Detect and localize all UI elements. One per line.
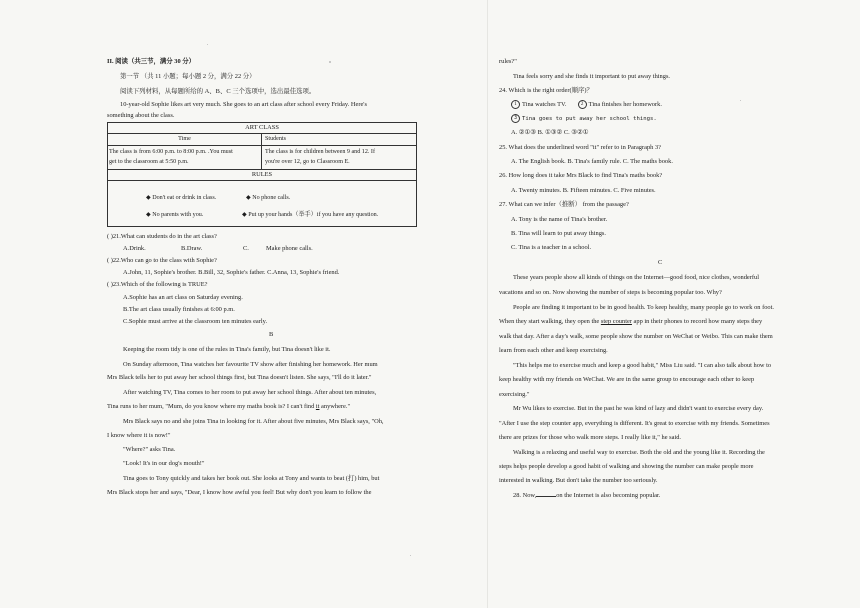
passage-b-line: "Where?" asks Tina. xyxy=(123,446,176,453)
question-27: 27. What can we infer（推断） from the passage? xyxy=(499,201,629,208)
part1-title: 第一节 （共 11 小题；每小题 2 分，满分 22 分） xyxy=(120,73,256,80)
q23-option-c: C.Sophie must arrive at the classroom ten minutes early. xyxy=(123,318,268,325)
q21-option-b: B.Draw. xyxy=(181,245,203,252)
scan-speck xyxy=(329,61,331,63)
passage-c-line: interested in walking. But don't take the number too seriously. xyxy=(499,477,658,484)
passage-b-line: Tina goes to Tony quickly and takes her book out. She looks at Tony and wants to beat (打) him, but xyxy=(123,475,380,482)
time-cell-line: get to the classroom at 5:50 p.m. xyxy=(109,159,189,165)
passage-b-line: I know where it is now!" xyxy=(107,432,171,439)
passage-c-line: These years people show all kinds of things on the Internet—good food, nice clothes, wonderful xyxy=(513,274,759,281)
passage-c-line: Walking is a relaxing and useful way to exercise. Both the old and the young like it. Recording the xyxy=(513,449,765,456)
underlined-it: it xyxy=(315,403,320,410)
rules-title: RULES xyxy=(108,169,416,181)
passage-c-line: "After I use the step counter app, everything is different. It's great to exercise with my friends. Sometimes xyxy=(499,420,770,427)
passage-c-line: "This helps me to exercise much and keep a good habit," Miss Liu said. "I can also talk about how to xyxy=(513,362,772,369)
part1-instruction: 阅读下列材料，从每题所给的 A、B、C 三个选项中，选出最佳选项。 xyxy=(120,88,316,95)
passage-c-line: keep healthy with my friends on WeChat. We are in the same group to encourage each other to keep xyxy=(499,376,755,383)
passage-c-line: exercising." xyxy=(499,391,530,398)
text-span: app in their phones to record how many steps they xyxy=(631,318,763,325)
circled-number: 1 xyxy=(511,100,520,109)
passage-letter-b: B xyxy=(269,331,274,338)
passage-b-line: After watching TV, Tina comes to her room to put away her school things. After about ten minutes, xyxy=(123,389,377,396)
rule-item: ◆ No phone calls. xyxy=(246,195,291,201)
q24-step: Tina goes to put away her school things. xyxy=(522,116,657,122)
passage-b-continued: rules?" xyxy=(499,58,517,65)
table-title: ART CLASS xyxy=(108,123,416,134)
art-class-table xyxy=(107,122,417,227)
students-cell-line: The class is for children between 9 and 12. If xyxy=(265,149,375,155)
passage-c-line: walk that day. After a day's walk, some people show the number on WeChat or Weibo. This can make them xyxy=(499,333,773,340)
question-28 xyxy=(513,492,660,500)
passage-c-line xyxy=(499,318,762,326)
q24-step-line xyxy=(511,100,662,109)
q27-option-b: B. Tina will learn to put away things. xyxy=(511,230,606,237)
q27-option-a: A. Tony is the name of Tina's brother. xyxy=(511,216,608,223)
question-23: ( )23.Which of the following is TRUE? xyxy=(107,281,208,288)
circled-number: 3 xyxy=(511,114,520,123)
students-cell-line: you're over 12, go to Classroom E. xyxy=(265,159,350,165)
q24-step-line xyxy=(511,114,657,123)
q22-options: A.John, 11, Sophie's brother. B.Bill, 32, Sophie's father. C.Anna, 13, Sophie's friend. xyxy=(123,269,340,276)
section-title: II. 阅读（共三节，满分 30 分） xyxy=(107,58,196,65)
col-time-header: Time xyxy=(178,136,191,142)
q24-options: A. ②①③ B. ①③② C. ③②① xyxy=(511,129,589,136)
circled-number: 2 xyxy=(578,100,587,109)
passage-letter-c: C xyxy=(658,259,663,266)
q25-options: A. The English book. B. Tina's family rule. C. The maths book. xyxy=(511,158,673,165)
passage-a-line: 10-year-old Sophie likes art very much. She goes to an art class after school every Friday. Here's xyxy=(120,101,367,108)
passage-c-line: Mr Wu likes to exercise. But in the past he was kind of lazy and didn't want to exercise every day. xyxy=(513,405,764,412)
passage-c-line: People are finding it important to be in good health. To keep healthy, many people go to work on foot. xyxy=(513,304,774,311)
scan-speck xyxy=(207,44,208,45)
question-21: ( )21.What can students do in the art class? xyxy=(107,233,217,240)
passage-c-line: steps helps people develop a good habit of walking and showing the number can make people more xyxy=(499,463,754,470)
rule-item: ◆ Put up your hands（举手）if you have any question. xyxy=(242,212,379,218)
passage-c-line: vacations and so on. Now showing the number of steps is becoming popular too. Why? xyxy=(499,289,722,296)
q24-step: Tina watches TV. xyxy=(522,100,567,108)
q21-option-c-letter: C. xyxy=(243,245,249,252)
text-span: When they start walking, they open the xyxy=(499,318,601,325)
question-25: 25. What does the underlined word "it" refer to in Paragraph 3? xyxy=(499,144,661,151)
passage-b-line: Mrs Black says no and she joins Tina in looking for it. After about five minutes, Mrs Black says, "Oh, xyxy=(123,418,384,425)
passage-c-line: learn from each other and keep exercising. xyxy=(499,347,608,354)
underlined-step-counter: step counter xyxy=(600,318,632,325)
question-26: 26. How long does it take Mrs Black to find Tina's maths book? xyxy=(499,172,663,179)
q23-option-b: B.The art class usually finishes at 6:00 p.m. xyxy=(123,306,235,313)
question-22: ( )22.Who can go to the class with Sophie? xyxy=(107,257,217,264)
rule-item: ◆ Don't eat or drink in class. xyxy=(146,195,217,201)
text-span: Tina runs to her mum, "Mum, do you know where my maths book is? I can't find xyxy=(107,403,316,410)
page-fold xyxy=(487,0,488,608)
passage-b-line: Keeping the room tidy is one of the rules in Tina's family, but Tina doesn't like it. xyxy=(123,346,331,353)
q28-prefix: 28. Now, xyxy=(513,492,537,499)
passage-a-line: something about the class. xyxy=(107,112,175,119)
rule-item: ◆ No parents with you. xyxy=(146,212,204,218)
q26-options: A. Twenty minutes. B. Fifteen minutes. C. Five minutes. xyxy=(511,187,656,194)
q21-option-a: A.Drink. xyxy=(123,245,146,252)
q27-option-c: C. Tina is a teacher in a school. xyxy=(511,244,592,251)
q28-suffix: on the Internet is also becoming popular. xyxy=(556,492,661,499)
q24-step: Tina finishes her homework. xyxy=(588,100,662,108)
time-cell-line: The class is from 6:00 p.m. to 8:00 p.m. .You must xyxy=(109,149,233,155)
question-24: 24. Which is the right order(顺序)？ xyxy=(499,87,593,94)
scan-speck xyxy=(740,100,741,101)
table-content-row xyxy=(108,145,416,170)
q21-option-c-text: Make phone calls. xyxy=(266,245,313,252)
passage-b-line: Mrs Black stops her and says, "Dear, I know how awful you feel! But why don't you learn to follow the xyxy=(107,489,372,496)
passage-b-line: On Sunday afternoon, Tina watches her favourite TV show after finishing her homework. Her mum xyxy=(123,361,378,368)
scan-speck xyxy=(410,555,411,556)
passage-c-line: there are prizes for those who walk more steps. I really like it," he said. xyxy=(499,434,682,441)
col-students-header: Students xyxy=(265,136,286,142)
q23-option-a: A.Sophie has an art class on Saturday evening. xyxy=(123,294,243,301)
answer-blank[interactable] xyxy=(536,496,556,497)
passage-b-line: Mrs Black tells her to put away her school things first, but Tina doesn't listen. She says, "I'll do it later." xyxy=(107,374,372,381)
passage-b-line xyxy=(107,403,350,411)
column-divider xyxy=(261,133,262,169)
passage-b-continued: Tina feels sorry and she finds it important to put away things. xyxy=(513,73,671,80)
text-span: anywhere." xyxy=(319,403,351,410)
passage-b-line: "Look! It's in our dog's mouth!" xyxy=(123,460,205,467)
